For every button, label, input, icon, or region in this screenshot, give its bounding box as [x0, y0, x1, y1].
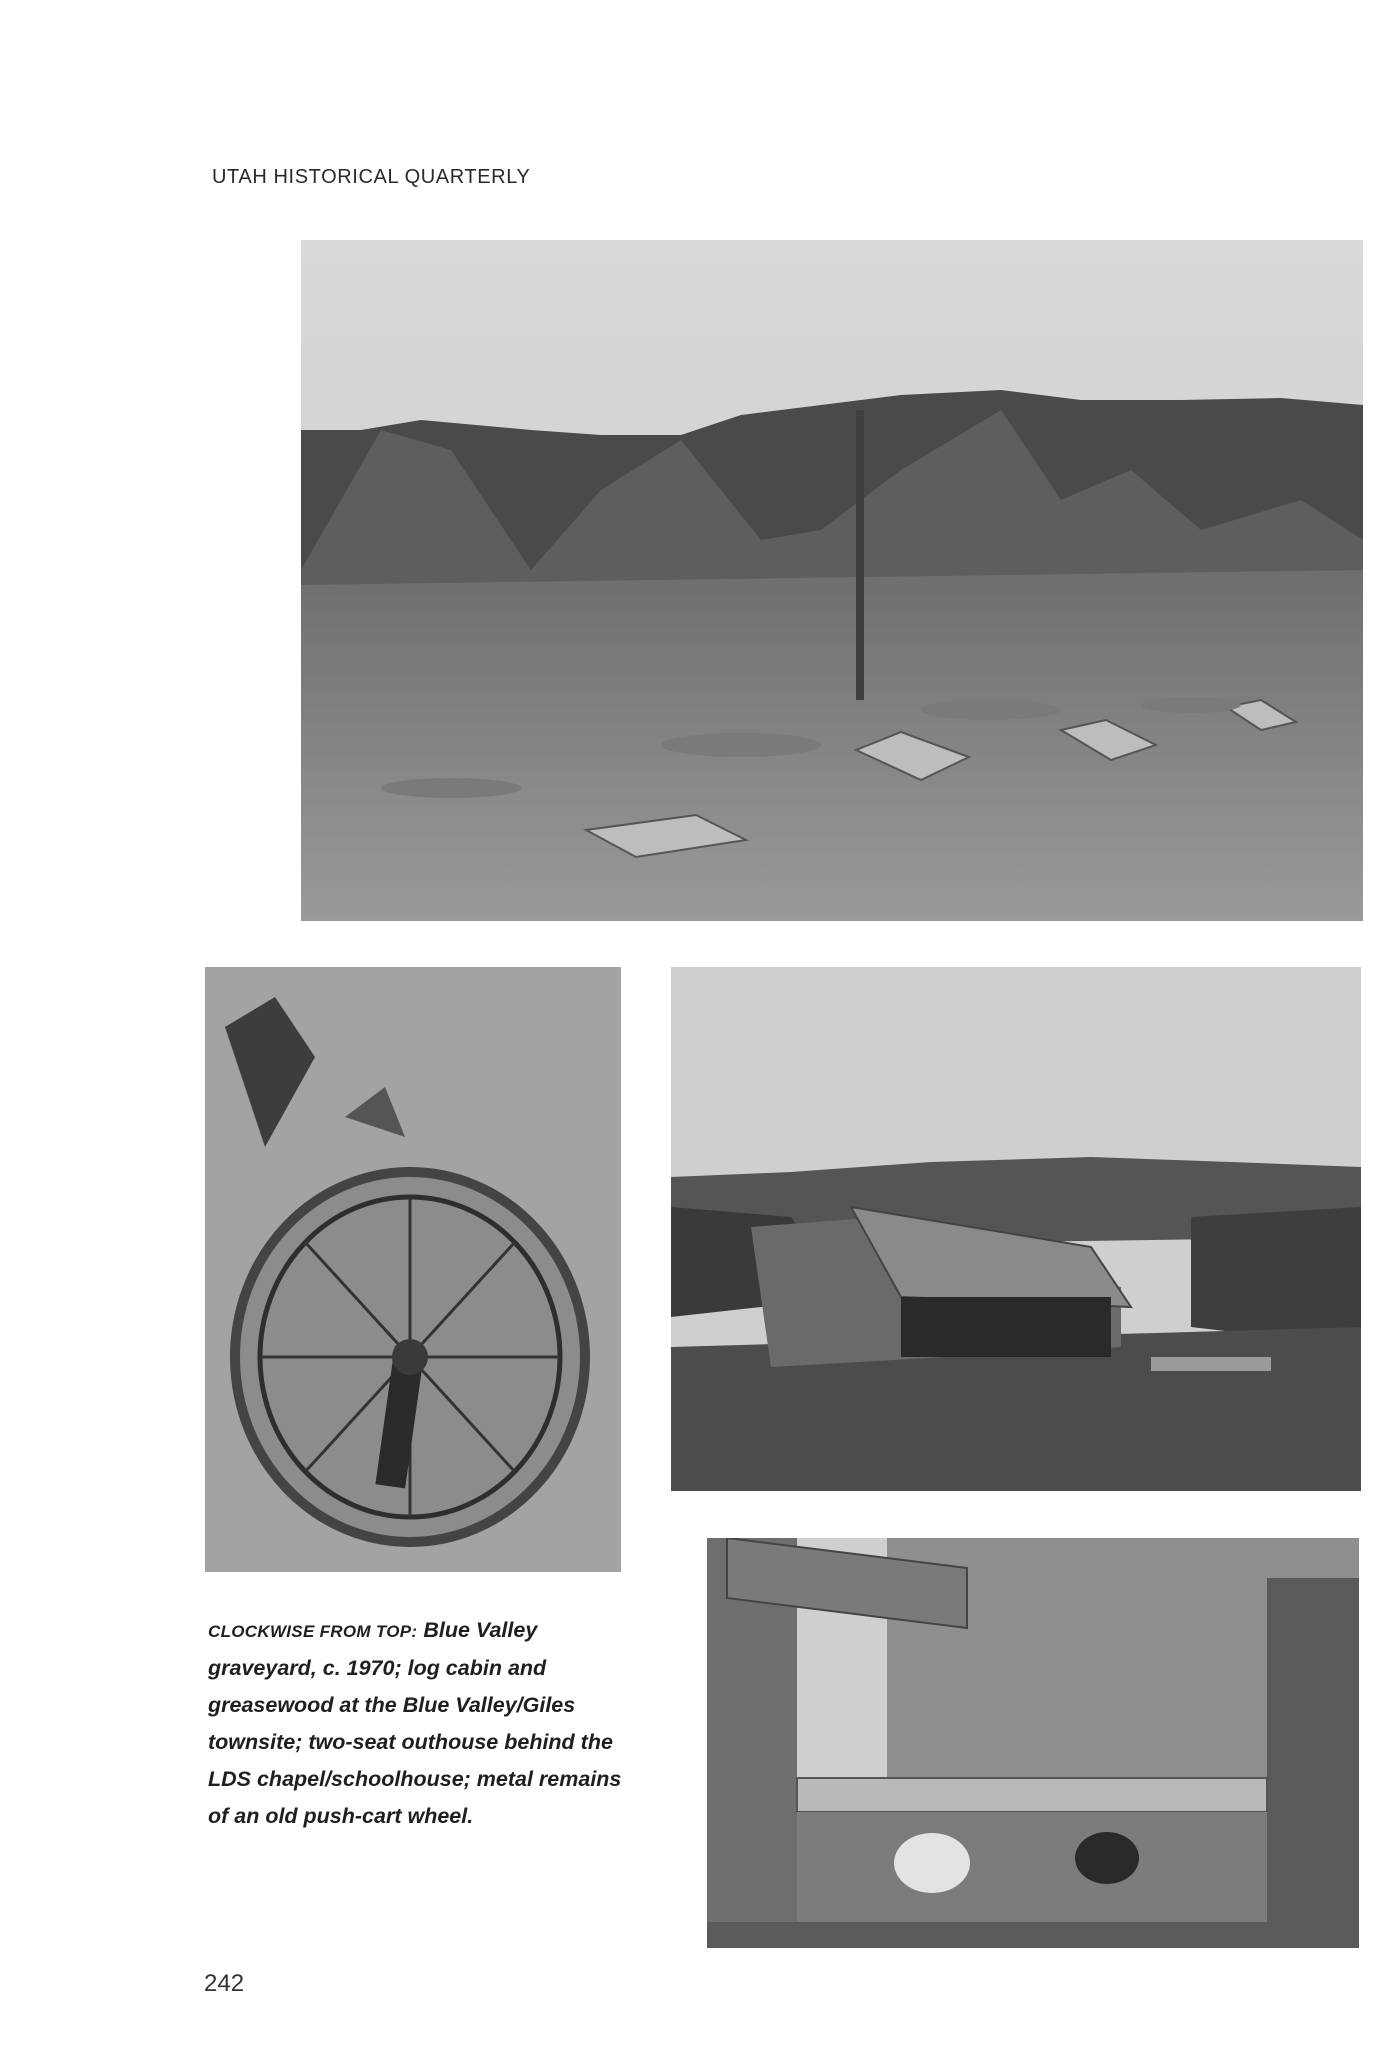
outhouse-photo-drawing [707, 1538, 1359, 1948]
running-header: UTAH HISTORICAL QUARTERLY [212, 166, 531, 188]
graveyard-photo-drawing [301, 240, 1363, 921]
wheel-photo [205, 967, 621, 1572]
photo-caption [208, 1612, 628, 1835]
caption-lead: CLOCKWISE FROM TOP: [208, 1622, 418, 1641]
outhouse-photo [707, 1538, 1359, 1948]
wheel-photo-drawing [205, 967, 621, 1572]
page-number: 242 [204, 1970, 245, 1997]
caption-text: Blue Valley graveyard, c. 1970; log cabin and greasewood at the Blue Valley/Giles townsite; two-seat outhouse behind the LDS chapel/schoolhouse; metal remains of an old push-cart wheel. [208, 1618, 622, 1828]
cabin-photo-drawing [671, 967, 1361, 1491]
graveyard-photo [301, 240, 1363, 921]
cabin-photo [671, 967, 1361, 1491]
